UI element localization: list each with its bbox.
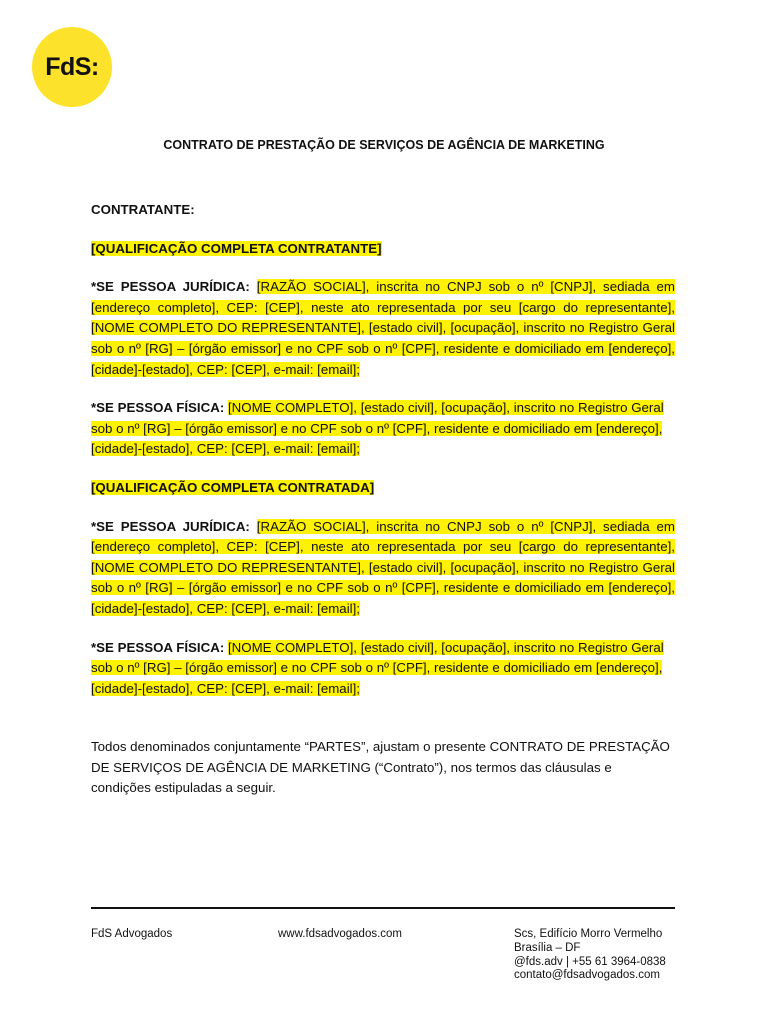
fds-logo (32, 27, 112, 107)
footer-social-phone: @fds.adv | +55 61 3964-0838 (514, 955, 666, 968)
contratante-pf-paragraph (91, 398, 675, 460)
document-title: CONTRATO DE PRESTAÇÃO DE SERVIÇOS DE AGÊNCIA DE MARKETING (163, 138, 605, 152)
contratada-pf-paragraph (91, 638, 675, 700)
contratada-pj-label: *SE PESSOA JURÍDICA: (91, 518, 250, 534)
footer-address-line-1: Scs, Edifício Morro Vermelho (514, 928, 663, 940)
contratante-label: CONTRATANTE: (91, 202, 195, 217)
contratada-pj-text: [RAZÃO SOCIAL], inscrita no CNPJ sob o nº [CNPJ], sediada em [endereço completo], CEP: [CEP], neste ato representada por seu [cargo do representante], [NOME COMPLETO DO REPRESENTANTE], [estado civil], [ocupação], inscrito no Registro Geral sob o nº [RG] – [órgão emissor] e no CPF sob o nº [CPF], residente e domiciliado em [endereço], [cidade]-[estado], CEP: [CEP], e-mail: [email]; (91, 518, 675, 616)
contratante-pj-text: [RAZÃO SOCIAL], inscrita no CNPJ sob o nº [CNPJ], sediada em [endereço completo], CEP: [CEP], neste ato representada por seu [cargo do representante], [NOME COMPLETO DO REPRESENTANTE], [estado civil], [ocupação], inscrito no Registro Geral sob o nº [RG] – [órgão emissor] e no CPF sob o nº [CPF], residente e domiciliado em [endereço], [cidade]-[estado], CEP: [CEP], e-mail: [email]; (91, 279, 675, 377)
contratada-pj-paragraph (91, 517, 675, 620)
contratante-pj-label: *SE PESSOA JURÍDICA: (91, 279, 250, 295)
footer-contact (514, 928, 666, 983)
contratante-pf-text: [NOME COMPLETO], [estado civil], [ocupação], inscrito no Registro Geral sob o nº [RG] – [órgão emissor] e no CPF sob o nº [CPF], residente e domiciliado em [endereço], [cidade]-[estado], CEP: [CEP], e-mail: [email]; (91, 400, 664, 457)
contratante-heading: [QUALIFICAÇÃO COMPLETA CONTRATANTE] (91, 240, 382, 256)
contratante-pf-label: *SE PESSOA FÍSICA: (91, 400, 225, 416)
footer-divider (91, 907, 675, 909)
footer-email-link[interactable]: contato@fdsadvogados.com (514, 969, 660, 982)
contratada-pf-text: [NOME COMPLETO], [estado civil], [ocupação], inscrito no Registro Geral sob o nº [RG] – [órgão emissor] e no CPF sob o nº [CPF], residente e domiciliado em [endereço], [cidade]-[estado], CEP: [CEP], e-mail: [email]; (91, 639, 664, 696)
footer-firm: FdS Advogados (91, 928, 173, 940)
footer-address-line-2: Brasília – DF (514, 941, 581, 954)
document-body (91, 200, 675, 799)
contratada-pf-label: *SE PESSOA FÍSICA: (91, 639, 225, 655)
footer-website-link[interactable]: www.fdsadvogados.com (278, 928, 403, 940)
logo-text: FdS: (45, 52, 99, 81)
contratante-pj-paragraph (91, 277, 675, 380)
closing-paragraph: Todos denominados conjuntamente “PARTES”, ajustam o presente CONTRATO DE PRESTAÇÃO DE SERVIÇOS DE AGÊNCIA DE MARKETING (“Contrato”), nos termos das cláusulas e condições estipuladas a seguir. (91, 739, 670, 796)
contratada-heading: [QUALIFICAÇÃO COMPLETA CONTRATADA] (91, 479, 375, 495)
